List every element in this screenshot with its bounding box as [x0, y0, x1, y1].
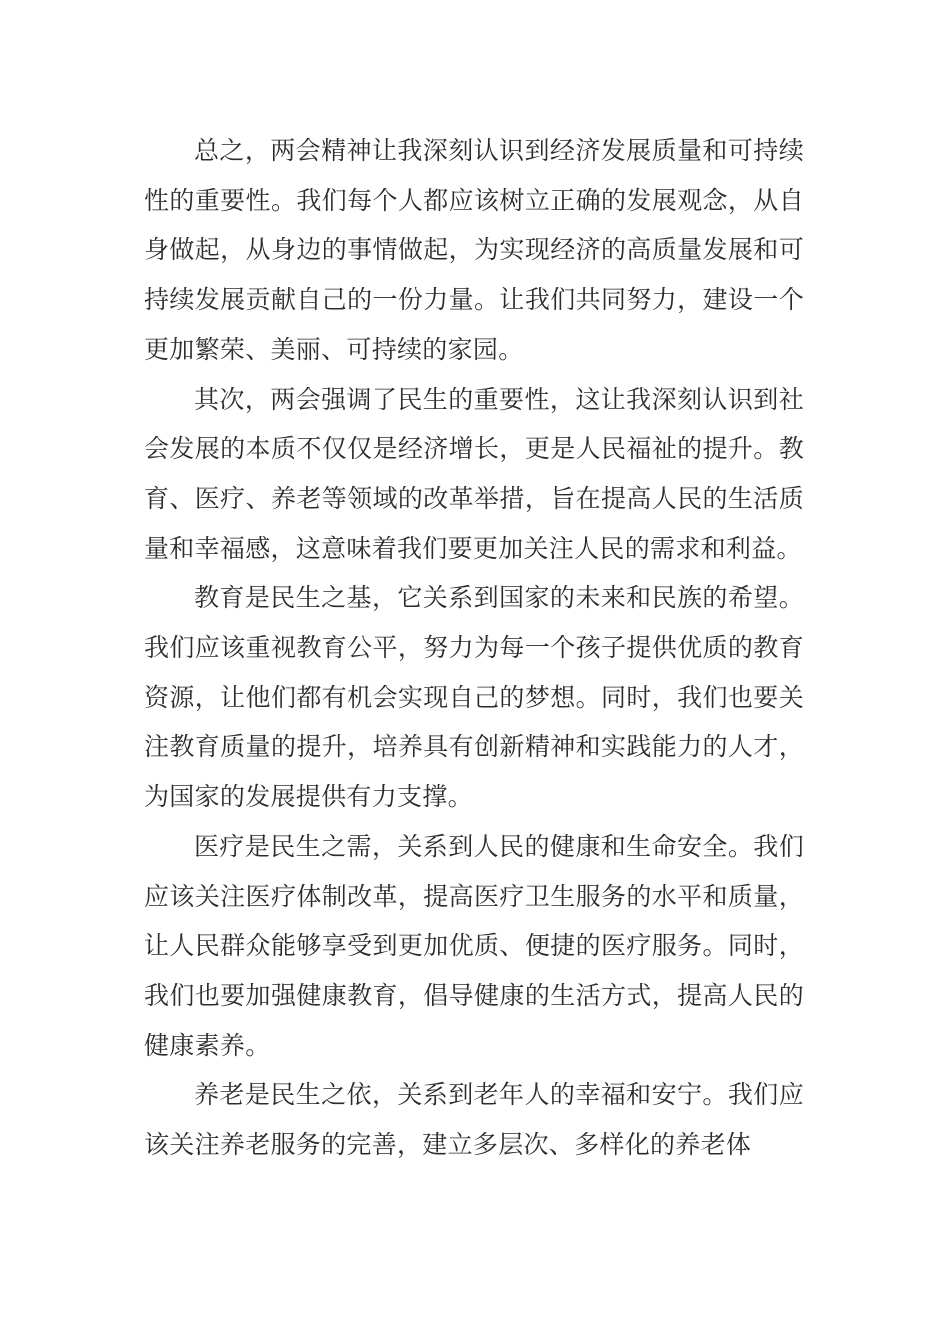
paragraph-livelihood: 其次，两会强调了民生的重要性，这让我深刻认识到社会发展的本质不仅仅是经济增长，更是人民福祉的提升。教育、医疗、养老等领域的改革举措，旨在提高人民的生活质量和幸福感，这意味着我们要更加关注人民的需求和利益。: [144, 384, 804, 563]
paragraph-education: 教育是民生之基，它关系到国家的未来和民族的希望。我们应该重视教育公平，努力为每一个孩子提供优质的教育资源，让他们都有机会实现自己的梦想。同时，我们也要关注教育质量的提升，培养具有创新精神和实践能力的人才，为国家的发展提供有力支撑。: [144, 583, 804, 812]
paragraph-healthcare: 医疗是民生之需，关系到人民的健康和生命安全。我们应该关注医疗体制改革，提高医疗卫生服务的水平和质量，让人民群众能够享受到更加优质、便捷的医疗服务。同时，我们也要加强健康教育，倡导健康的生活方式，提高人民的健康素养。: [144, 831, 804, 1060]
paragraph-conclusion: 总之，两会精神让我深刻认识到经济发展质量和可持续性的重要性。我们每个人都应该树立正确的发展观念，从自身做起，从身边的事情做起，为实现经济的高质量发展和可持续发展贡献自己的一份力量。让我们共同努力，建设一个更加繁荣、美丽、可持续的家园。: [144, 136, 804, 364]
paragraph-elderly-care: 养老是民生之依，关系到老年人的幸福和安宁。我们应该关注养老服务的完善，建立多层次、多样化的养老体: [144, 1080, 804, 1160]
body-text: [144, 126, 804, 1170]
